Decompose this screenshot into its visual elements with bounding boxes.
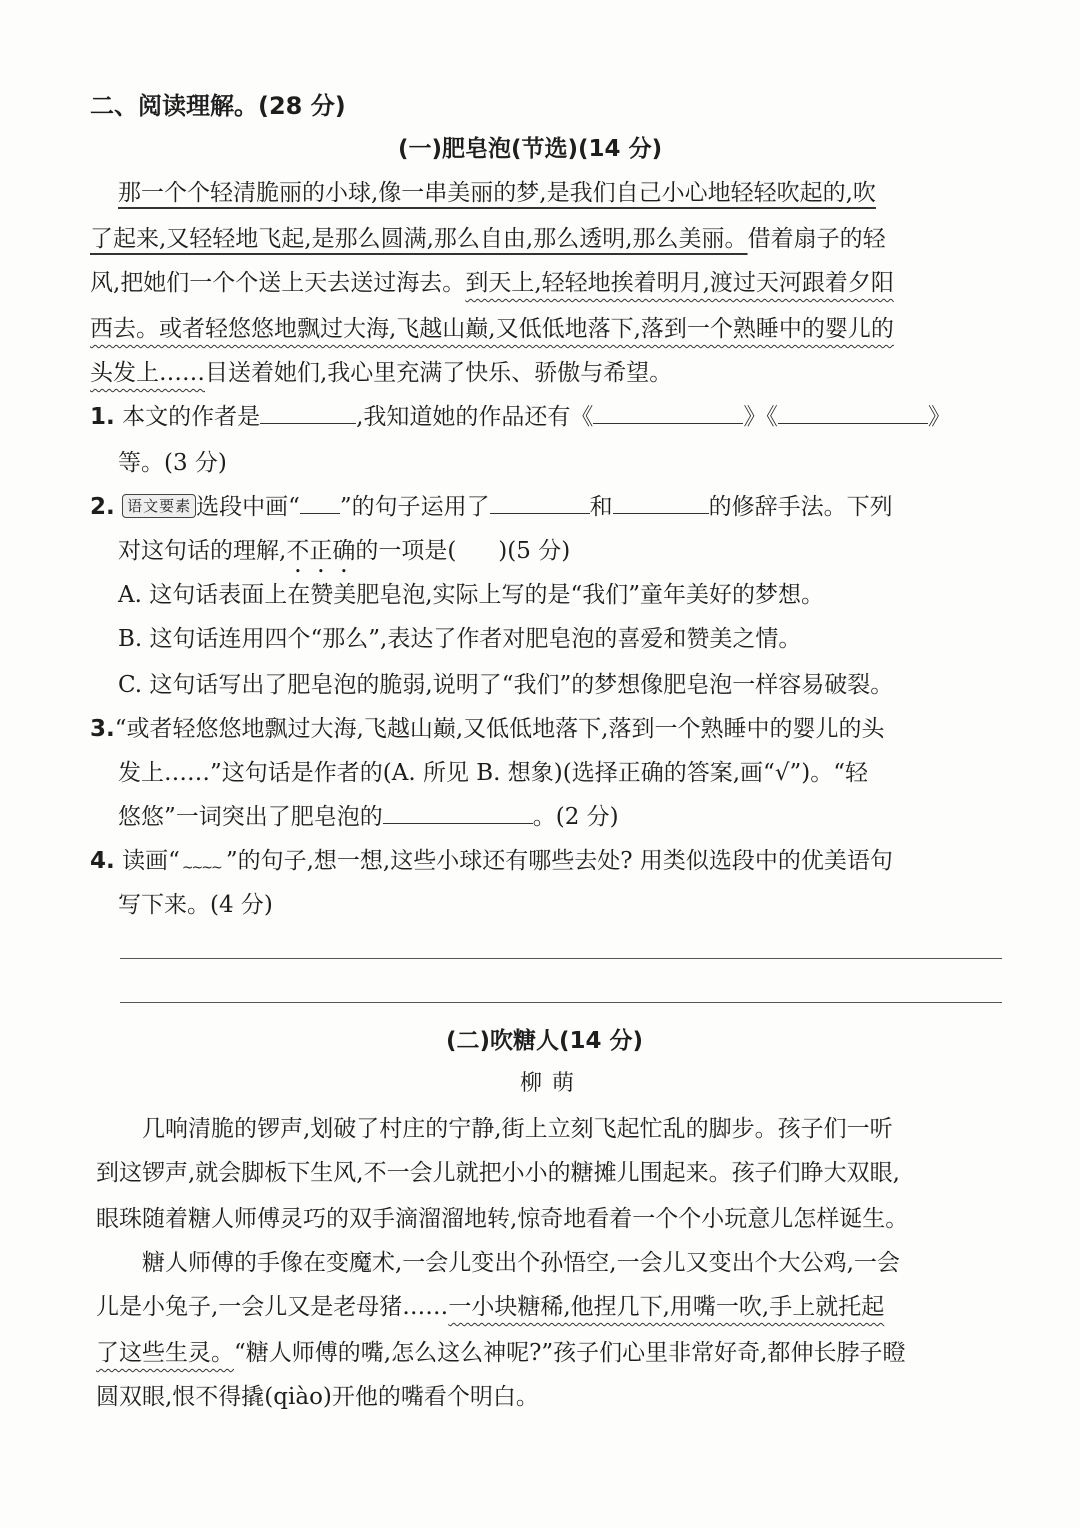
question-text: 。(2 分)	[532, 804, 619, 830]
question-text: )(5 分)	[498, 538, 571, 564]
question-text: 》《	[743, 404, 778, 430]
question-text: 和	[589, 494, 613, 520]
element-tag: 语文要素	[122, 494, 196, 518]
straight-line-sample	[300, 493, 340, 514]
passage2-line-5	[96, 1288, 884, 1321]
question-number: 2.	[90, 494, 115, 520]
answer-line-2[interactable]	[120, 1002, 1002, 1003]
question-1-cont: 等。(3 分)	[118, 450, 227, 476]
question-text: ”的句子运用了	[339, 494, 490, 520]
passage2-line-2: 到这锣声,就会脚板下生风,不一会儿就把小小的糖摊儿围起来。孩子们睁大双眼,	[96, 1160, 900, 1186]
wavy-line-sample	[180, 846, 226, 868]
passage2-title: (二)吹糖人(14 分)	[446, 1028, 644, 1054]
answer-blank[interactable]	[490, 491, 590, 514]
passage2-text: “糖人师傅的嘴,怎么这么神呢?”孩子们心里非常好奇,都伸长脖子瞪	[234, 1340, 906, 1366]
question-text: 对这句话的理解,	[118, 538, 287, 564]
wavy-sentence-end: 了这些生灵。	[96, 1340, 234, 1366]
question-text: ”的句子,想一想,这些小球还有哪些去处? 用类似选段中的优美语句	[225, 848, 893, 874]
underlined-sentence: 那一个个轻清脆丽的小球,像一串美丽的梦,是我们自己小心地轻轻吹起的,吹	[118, 180, 876, 206]
answer-line-1[interactable]	[120, 958, 1002, 959]
section-title: 二、阅读理解。(28 分)	[90, 92, 346, 120]
question-text: “或者轻悠悠地飘过大海,飞越山巅,又低低地落下,落到一个熟睡中的婴儿的头	[114, 716, 885, 742]
question-number: 1.	[90, 404, 115, 430]
option-b[interactable]: B. 这句话连用四个“那么”,表达了作者对肥皂泡的喜爱和赞美之情。	[118, 626, 802, 652]
passage2-line-1: 几响清脆的锣声,划破了村庄的宁静,街上立刻飞起忙乱的脚步。孩子们一听	[142, 1116, 893, 1142]
passage2-line-7: 圆双眼,恨不得撬(qiào)开他的嘴看个明白。	[96, 1384, 539, 1410]
question-text: 选段中画“	[196, 494, 300, 520]
passage1-title: (一)肥皂泡(节选)(14 分)	[398, 136, 663, 162]
passage1-line-3	[90, 264, 894, 297]
passage1-line-4	[90, 310, 894, 343]
question-2-cont	[118, 532, 570, 565]
wavy-sentence-end: 头发上……	[90, 360, 205, 386]
question-2	[90, 488, 893, 521]
question-text: 》	[927, 404, 951, 430]
question-4	[90, 842, 893, 875]
question-number: 3.	[90, 716, 115, 742]
question-text: 本文的作者是	[122, 404, 261, 430]
passage1-text: 借着扇子的轻	[747, 226, 886, 252]
option-a[interactable]: A. 这句话表面上在赞美肥皂泡,实际上写的是“我们”童年美好的梦想。	[118, 582, 825, 608]
passage2-author: 柳萌	[520, 1071, 585, 1096]
passage2-line-4: 糖人师傅的手像在变魔术,一会儿变出个孙悟空,一会儿又变出个大公鸡,一会	[142, 1250, 900, 1276]
question-1	[90, 398, 951, 431]
answer-blank[interactable]	[260, 401, 356, 424]
answer-blank[interactable]	[778, 401, 928, 424]
emphasis-char: 不	[286, 538, 310, 564]
passage1-text: 目送着她们,我心里充满了快乐、骄傲与希望。	[205, 360, 673, 386]
passage1-line-5	[90, 354, 672, 387]
question-text: 读画“	[122, 848, 180, 874]
question-3-line-2: 发上……”这句话是作者的(A. 所见 B. 想象)(选择正确的答案,画“√”)。“轻	[118, 760, 868, 786]
question-text: 悠悠”一词突出了肥皂泡的	[118, 804, 383, 830]
question-4-line-2: 写下来。(4 分)	[118, 892, 273, 918]
wavy-sentence-cont: 西去。或者轻悠悠地飘过大海,飞越山巅,又低低地落下,落到一个熟睡中的婴儿的	[90, 316, 894, 342]
emphasis-char: 正	[309, 538, 333, 564]
question-3	[90, 710, 884, 743]
question-number: 4.	[90, 848, 115, 874]
answer-blank[interactable]	[593, 401, 743, 424]
passage2-text: 儿是小兔子,一会儿又是老母猪……	[96, 1294, 449, 1320]
question-3-line-3	[118, 798, 619, 831]
question-text: 的修辞手法。下列	[708, 494, 893, 520]
passage1-line-1	[118, 174, 876, 207]
passage1-text: 风,把她们一个个送上天去送过海去。	[90, 270, 466, 296]
underlined-sentence-end: 了起来,又轻轻地飞起,是那么圆满,那么自由,那么透明,那么美丽。	[90, 226, 748, 252]
answer-blank[interactable]	[383, 801, 533, 824]
passage1-line-2	[90, 220, 886, 253]
wavy-sentence: 到天上,轻轻地挨着明月,渡过天河跟着夕阳	[465, 270, 894, 296]
passage2-line-6	[96, 1334, 905, 1367]
answer-blank[interactable]	[613, 491, 709, 514]
question-text: ,我知道她的作品还有《	[356, 404, 594, 430]
emphasis-char: 确	[332, 538, 356, 564]
option-c[interactable]: C. 这句话写出了肥皂泡的脆弱,说明了“我们”的梦想像肥皂泡一样容易破裂。	[118, 672, 894, 698]
wavy-sentence: 一小块糖稀,他捏几下,用嘴一吹,手上就托起	[448, 1294, 885, 1320]
question-text: 的一项是(	[355, 538, 457, 564]
passage2-line-3: 眼珠随着糖人师傅灵巧的双手滴溜溜地转,惊奇地看着一个个小玩意儿怎样诞生。	[96, 1206, 909, 1232]
